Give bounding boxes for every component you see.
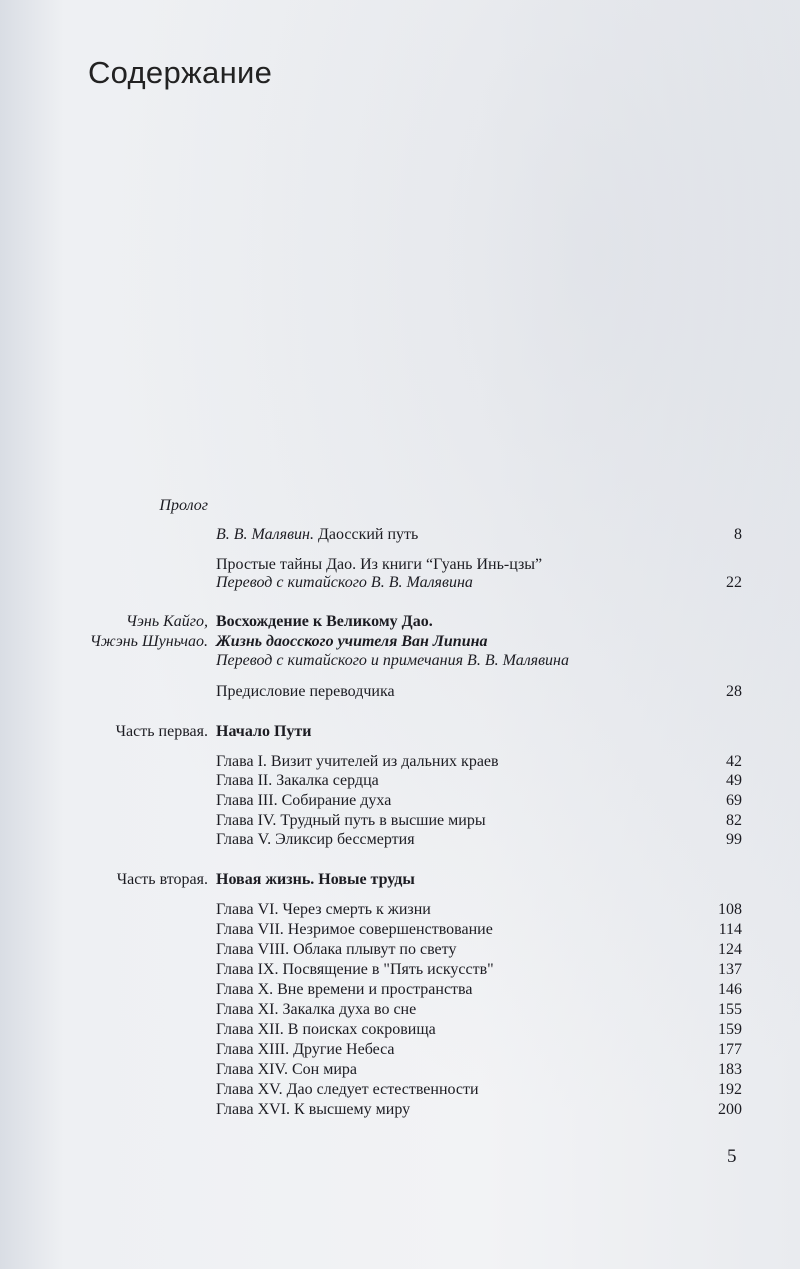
part2-title: Новая жизнь. Новые труды xyxy=(216,871,415,888)
translator-note: Перевод с китайского и примечания В. В. Малявина xyxy=(216,652,569,669)
page-ref: 22 xyxy=(726,574,742,591)
translator-note: Перевод с китайского В. В. Малявина xyxy=(216,574,473,591)
chapter-entry: Глава VII. Незримое совершенствование xyxy=(216,921,493,938)
work-title-line1: Восхождение к Великому Дао. xyxy=(216,613,433,630)
prologue-label: Пролог xyxy=(159,497,208,514)
page-ref: 137 xyxy=(718,961,742,978)
chapter-entry: Глава V. Эликсир бессмертия xyxy=(216,831,415,848)
page-ref: 155 xyxy=(718,1001,742,1018)
chapter-entry: Глава XII. В поисках сокровища xyxy=(216,1021,436,1038)
chapter-entry: Глава III. Собирание духа xyxy=(216,792,392,809)
chapter-entry: Глава XIII. Другие Небеса xyxy=(216,1041,395,1058)
page-ref: 183 xyxy=(718,1061,742,1078)
chapter-entry: Глава IV. Трудный путь в высшие миры xyxy=(216,812,486,829)
chapter-entry: Глава XVI. К высшему миру xyxy=(216,1101,411,1118)
chapter-entry: Глава XI. Закалка духа во сне xyxy=(216,1001,417,1018)
page-ref: 177 xyxy=(718,1041,742,1058)
chapter-entry: Глава VIII. Облака плывут по свету xyxy=(216,941,457,958)
page-ref: 49 xyxy=(726,772,742,789)
chapter-entry: Глава IX. Посвящение в "Пять искусств" xyxy=(216,961,494,978)
page-ref: 146 xyxy=(718,981,742,998)
work-title-line2: Жизнь даосского учителя Ван Липина xyxy=(216,633,488,650)
author-chen-kaigo: Чэнь Кайго, xyxy=(125,613,208,630)
chapter-entry: Глава X. Вне времени и пространства xyxy=(216,981,473,998)
page-ref: 114 xyxy=(718,921,742,938)
page-ref: 69 xyxy=(726,792,742,809)
toc-entry-daoist-path xyxy=(216,525,418,545)
toc-entry-simple-secrets: Простые тайны Дао. Из книги “Гуань Инь-цзы” xyxy=(216,556,543,573)
part1-title: Начало Пути xyxy=(216,723,312,740)
author-zhen-shunchao: Чжэнь Шуньчао. xyxy=(89,633,208,650)
page-ref: 192 xyxy=(718,1081,742,1098)
page-ref: 200 xyxy=(718,1101,742,1118)
page-title: Содержание xyxy=(88,55,273,90)
page-ref: 82 xyxy=(726,812,742,829)
page-ref: 42 xyxy=(726,753,742,770)
page-ref: 28 xyxy=(726,683,742,700)
part1-label: Часть первая. xyxy=(115,723,208,740)
page-ref: 8 xyxy=(734,526,742,543)
page-number: 5 xyxy=(727,1146,737,1167)
entry-author: В. В. Малявин. xyxy=(216,526,314,543)
chapter-entry: Глава XIV. Сон мира xyxy=(216,1061,357,1078)
page-ref: 99 xyxy=(726,831,742,848)
chapter-entry: Глава VI. Через смерть к жизни xyxy=(216,901,431,918)
page-ref: 108 xyxy=(718,901,742,918)
chapter-entry: Глава XV. Дао следует естественности xyxy=(216,1081,479,1098)
entry-title: Даосский путь xyxy=(317,526,419,543)
page-ref: 124 xyxy=(718,941,742,958)
page-ref: 159 xyxy=(718,1021,742,1038)
chapter-entry: Глава II. Закалка сердца xyxy=(216,772,379,789)
chapter-entry: Глава I. Визит учителей из дальних краев xyxy=(216,753,499,770)
part2-label: Часть вторая. xyxy=(116,871,208,888)
toc-entry-preface: Предисловие переводчика xyxy=(216,683,395,700)
